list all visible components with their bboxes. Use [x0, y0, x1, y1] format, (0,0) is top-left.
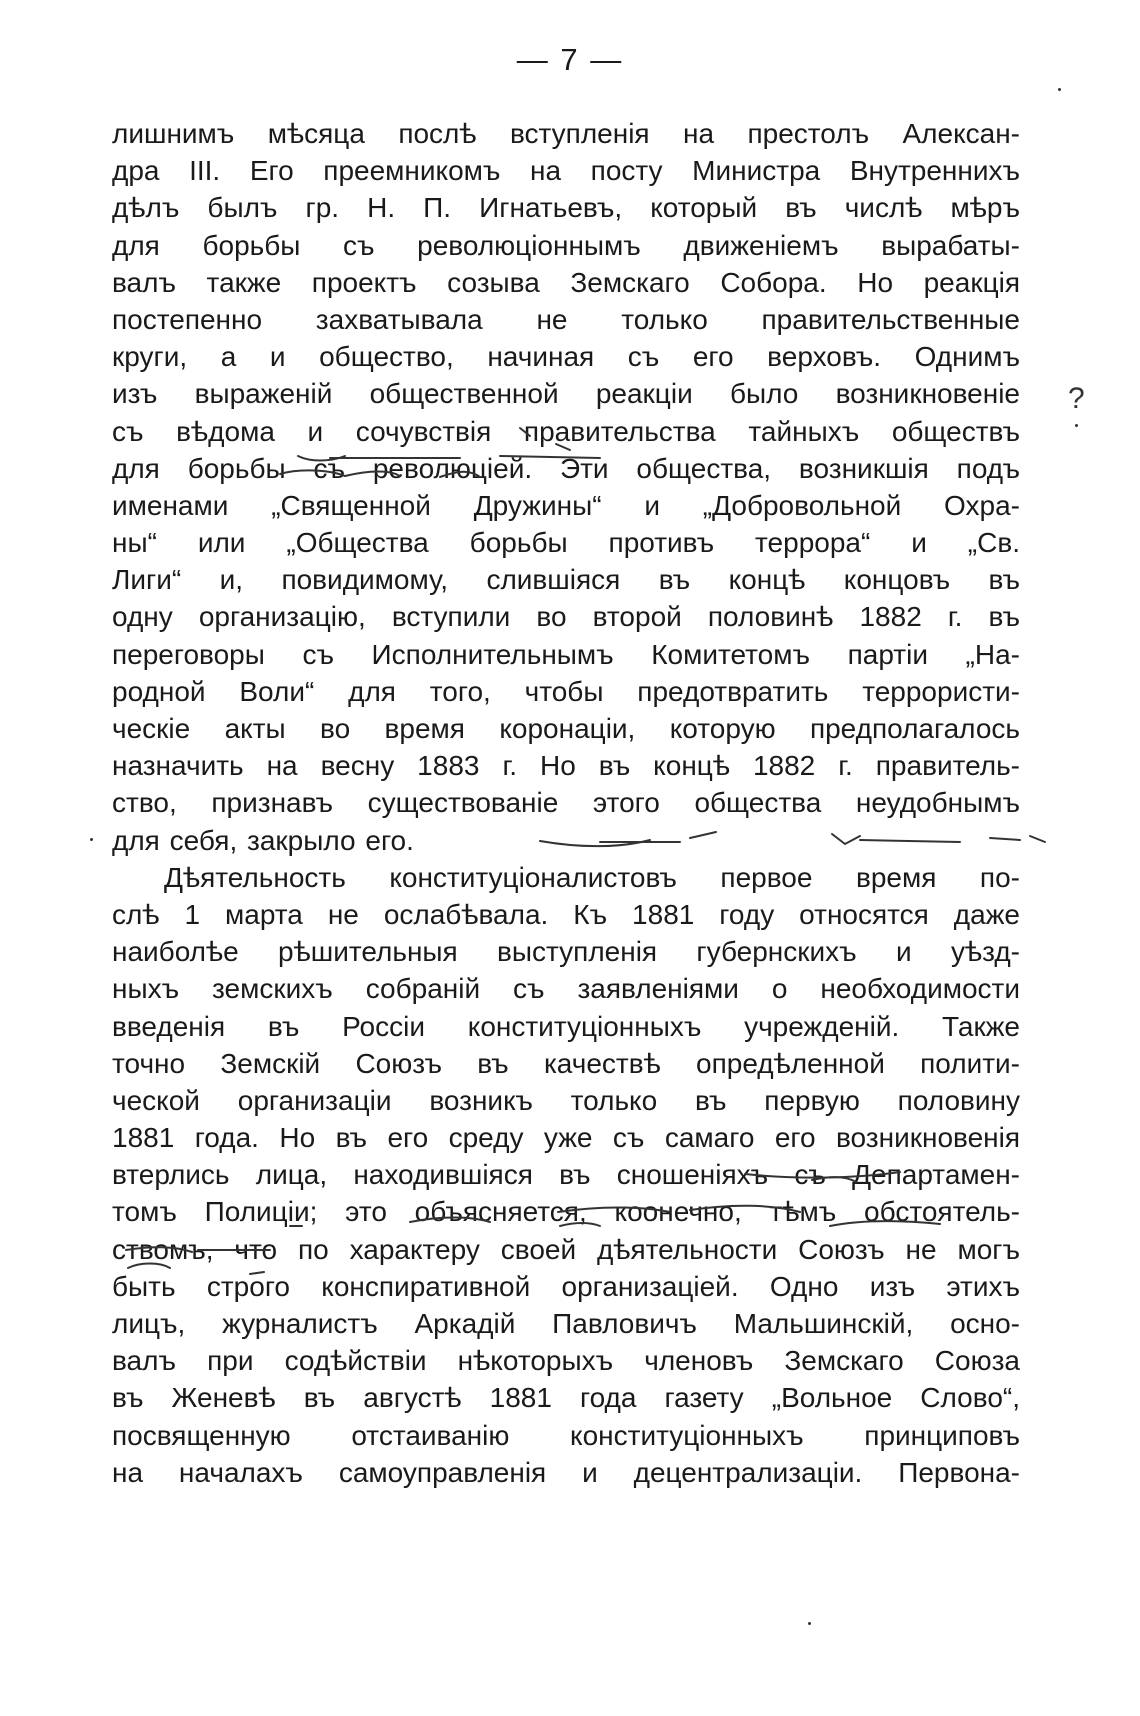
text-line: ство, признавъ существованіе этого общества неудобнымъ — [112, 787, 1020, 819]
text-line: съ вѣдома и сочувствія правительства тайныхъ обществъ — [112, 415, 1020, 447]
text-line: ческіе акты во время коронаціи, которую предполагалось — [112, 713, 1020, 744]
text-line: ныхъ земскихъ собраній съ заявленіями о необходимости — [112, 973, 1020, 1005]
text-line: ческой организаціи возникъ только въ первую половину — [112, 1084, 1020, 1116]
text-line: лицъ, журналистъ Аркадій Павловичъ Мальшинскій, осно- — [112, 1308, 1020, 1339]
text-line: именами „Священной Дружины“ и „Добровольной Охра- — [112, 489, 1020, 521]
text-line: точно Земскій Союзъ въ качествѣ опредѣленной полити- — [112, 1047, 1020, 1079]
text-line: дра III. Его преемникомъ на посту Министра Внутреннихъ — [112, 155, 1020, 187]
text-line: круги, а и общество, начиная съ его верховъ. Однимъ — [112, 341, 1020, 373]
text-line: введенія въ Россіи конституціонныхъ учрежденій. Также — [112, 1010, 1020, 1042]
ink-speck — [808, 1622, 811, 1625]
text-line: валъ при содѣйствіи нѣкоторыхъ членовъ Земскаго Союза — [112, 1345, 1020, 1377]
ink-speck — [1075, 424, 1078, 427]
text-line: для себя, закрыло его. — [112, 824, 414, 856]
text-line: лишнимъ мѣсяца послѣ вступленія на престолъ Алексан- — [112, 118, 1020, 149]
text-line: 1881 года. Но въ его среду уже съ самаго его возникновенія — [112, 1122, 1020, 1154]
text-line: Дѣятельность конституціоналистовъ первое время по- — [164, 861, 1020, 893]
text-line: одну организацію, вступили во второй половинѣ 1882 г. въ — [112, 601, 1020, 633]
text-line: посвященную отстаиванію конституціонныхъ принциповъ — [112, 1419, 1020, 1451]
page-number: — 7 — — [516, 42, 624, 77]
text-line: въ Женевѣ въ августѣ 1881 года газету „Вольное Слово“, — [112, 1382, 1020, 1414]
text-line: дѣлъ былъ гр. Н. П. Игнатьевъ, который въ числѣ мѣръ — [112, 192, 1020, 224]
pencil-dash — [1030, 836, 1045, 842]
text-line: валъ также проектъ созыва Земскаго Собора. Но реакція — [112, 266, 1020, 298]
body-text — [112, 115, 1020, 1491]
text-line: изъ выраженій общественной реакціи было возникновеніе — [112, 378, 1020, 410]
paragraph-1 — [112, 115, 1020, 859]
ink-speck — [90, 838, 93, 841]
text-line: постепенно захватывала не только правительственные — [112, 303, 1020, 335]
text-line: для борьбы съ революціей. Эти общества, возникшія подъ — [112, 452, 1020, 484]
text-line: томъ Полиціи; это объясняется, коонечно, тѣмъ обстоятель- — [112, 1196, 1020, 1228]
text-line: быть строго конспиративной организаціей. Одно изъ этихъ — [112, 1270, 1020, 1302]
text-line: Лиги“ и, повидимому, слившіяся въ концѣ концовъ въ — [112, 564, 1020, 596]
text-line: слѣ 1 марта не ослабѣвала. Къ 1881 году относятся даже — [112, 898, 1020, 930]
text-line: наиболѣе рѣшительныя выступленія губернскихъ и уѣзд- — [112, 936, 1020, 968]
text-line: втерлись лица, находившіяся въ сношеніяхъ съ Департамен- — [112, 1159, 1020, 1191]
text-line: ны“ или „Общества борьбы противъ террора“ и „Св. — [112, 527, 1020, 559]
text-line: назначить на весну 1883 г. Но въ концѣ 1882 г. правитель- — [112, 750, 1020, 782]
text-line: переговоры съ Исполнительнымъ Комитетомъ партіи „На- — [112, 638, 1020, 670]
paragraph-2 — [112, 859, 1020, 1491]
text-line: на началахъ самоуправленія и децентрализаціи. Первона- — [112, 1456, 1020, 1488]
margin-question-mark: ? — [1068, 382, 1085, 415]
text-line: для борьбы съ революціоннымъ движеніемъ вырабаты- — [112, 229, 1020, 261]
text-line: ствомъ, что по характеру своей дѣятельности Союзъ не могъ — [112, 1233, 1020, 1265]
ink-speck — [1058, 88, 1061, 91]
text-line: родной Воли“ для того, чтобы предотвратить террористи- — [112, 675, 1020, 707]
